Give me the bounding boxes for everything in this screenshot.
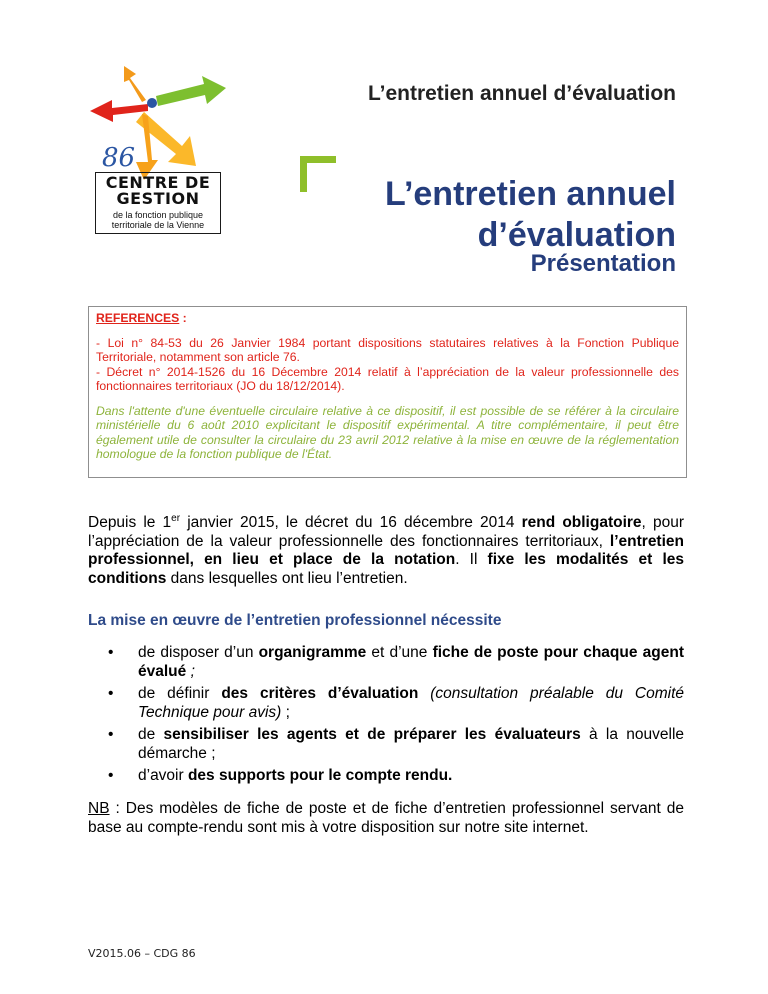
intro-paragraph: Depuis le 1er janvier 2015, le décret du 16 décembre 2014 rend obligatoire, pour l’appréciation de la valeur professionnelle des fonctionnaires territoriaux, l’entretien professionnel, en lieu et place de la notation. Il fixe les modalités et les conditions dans lesquelles ont lieu l’entretien. bbox=[88, 512, 684, 587]
main-title-line-2: d’évaluation bbox=[477, 216, 676, 254]
section-heading: La mise en œuvre de l’entretien professionnel nécessite bbox=[88, 612, 502, 629]
requirements-list bbox=[88, 644, 684, 790]
references-note: Dans l'attente d'une éventuelle circulaire relative à ce dispositif, il est possible de se référer à la circulaire ministérielle du 6 août 2010 explicitant le dispositif expérimental. A titre complémentaire, il peut être également utile de consulter la circulaire du 23 avril 2012 relative à la mise en œuvre de la réglementation homologue de la fonction publique de l'État. bbox=[96, 403, 679, 461]
list-item: • d’avoir des supports pour le compte rendu. bbox=[108, 767, 453, 784]
reference-item-2: - Décret n° 2014-1526 du 16 Décembre 2014 relatif à l’appréciation de la valeur professionnelle des fonctionnaires territoriaux (JO du 18/12/2014). bbox=[96, 364, 679, 393]
footer-version: V2015.06 – CDG 86 bbox=[88, 947, 196, 960]
header-title: L’entretien annuel d’évaluation bbox=[367, 82, 676, 105]
logo-box bbox=[95, 172, 221, 234]
main-title bbox=[316, 174, 676, 256]
list-item: • de définir des critères d’évaluation (consultation préalable du Comité Technique pour avis) ; bbox=[108, 685, 684, 721]
nb-label: NB bbox=[88, 800, 110, 817]
references-heading: REFERENCES : bbox=[96, 311, 187, 325]
list-item: • de sensibiliser les agents et de préparer les évaluateurs à la nouvelle démarche ; bbox=[108, 726, 685, 762]
logo-subline-2: territoriale de la Vienne bbox=[111, 220, 205, 230]
logo-subline-1: de la fonction publique bbox=[112, 210, 204, 220]
main-subtitle: Présentation bbox=[530, 250, 676, 277]
bullet-icon: • bbox=[108, 644, 114, 661]
svg-text:86: 86 bbox=[102, 143, 136, 173]
logo-line-1: CENTRE DE bbox=[105, 173, 211, 192]
references-box bbox=[88, 306, 687, 478]
nb-note: NB : Des modèles de fiche de poste et de fiche d’entretien professionnel servant de base au compte-rendu sont mis à votre disposition sur notre site internet. bbox=[88, 800, 684, 836]
reference-item-1: - Loi n° 84-53 du 26 Janvier 1984 portant dispositions statutaires relatives à la Fonction Publique Territoriale, notamment son article 76. bbox=[96, 335, 679, 364]
logo-line-2: GESTION bbox=[116, 189, 200, 208]
main-title-line-1: L’entretien annuel bbox=[385, 175, 676, 213]
references-list bbox=[96, 336, 679, 394]
bullet-icon: • bbox=[108, 767, 114, 784]
list-item: • de disposer d’un organigramme et d’une fiche de poste pour chaque agent évalué ; bbox=[108, 644, 684, 680]
bullet-icon: • bbox=[108, 685, 114, 702]
bullet-icon: • bbox=[108, 726, 114, 743]
